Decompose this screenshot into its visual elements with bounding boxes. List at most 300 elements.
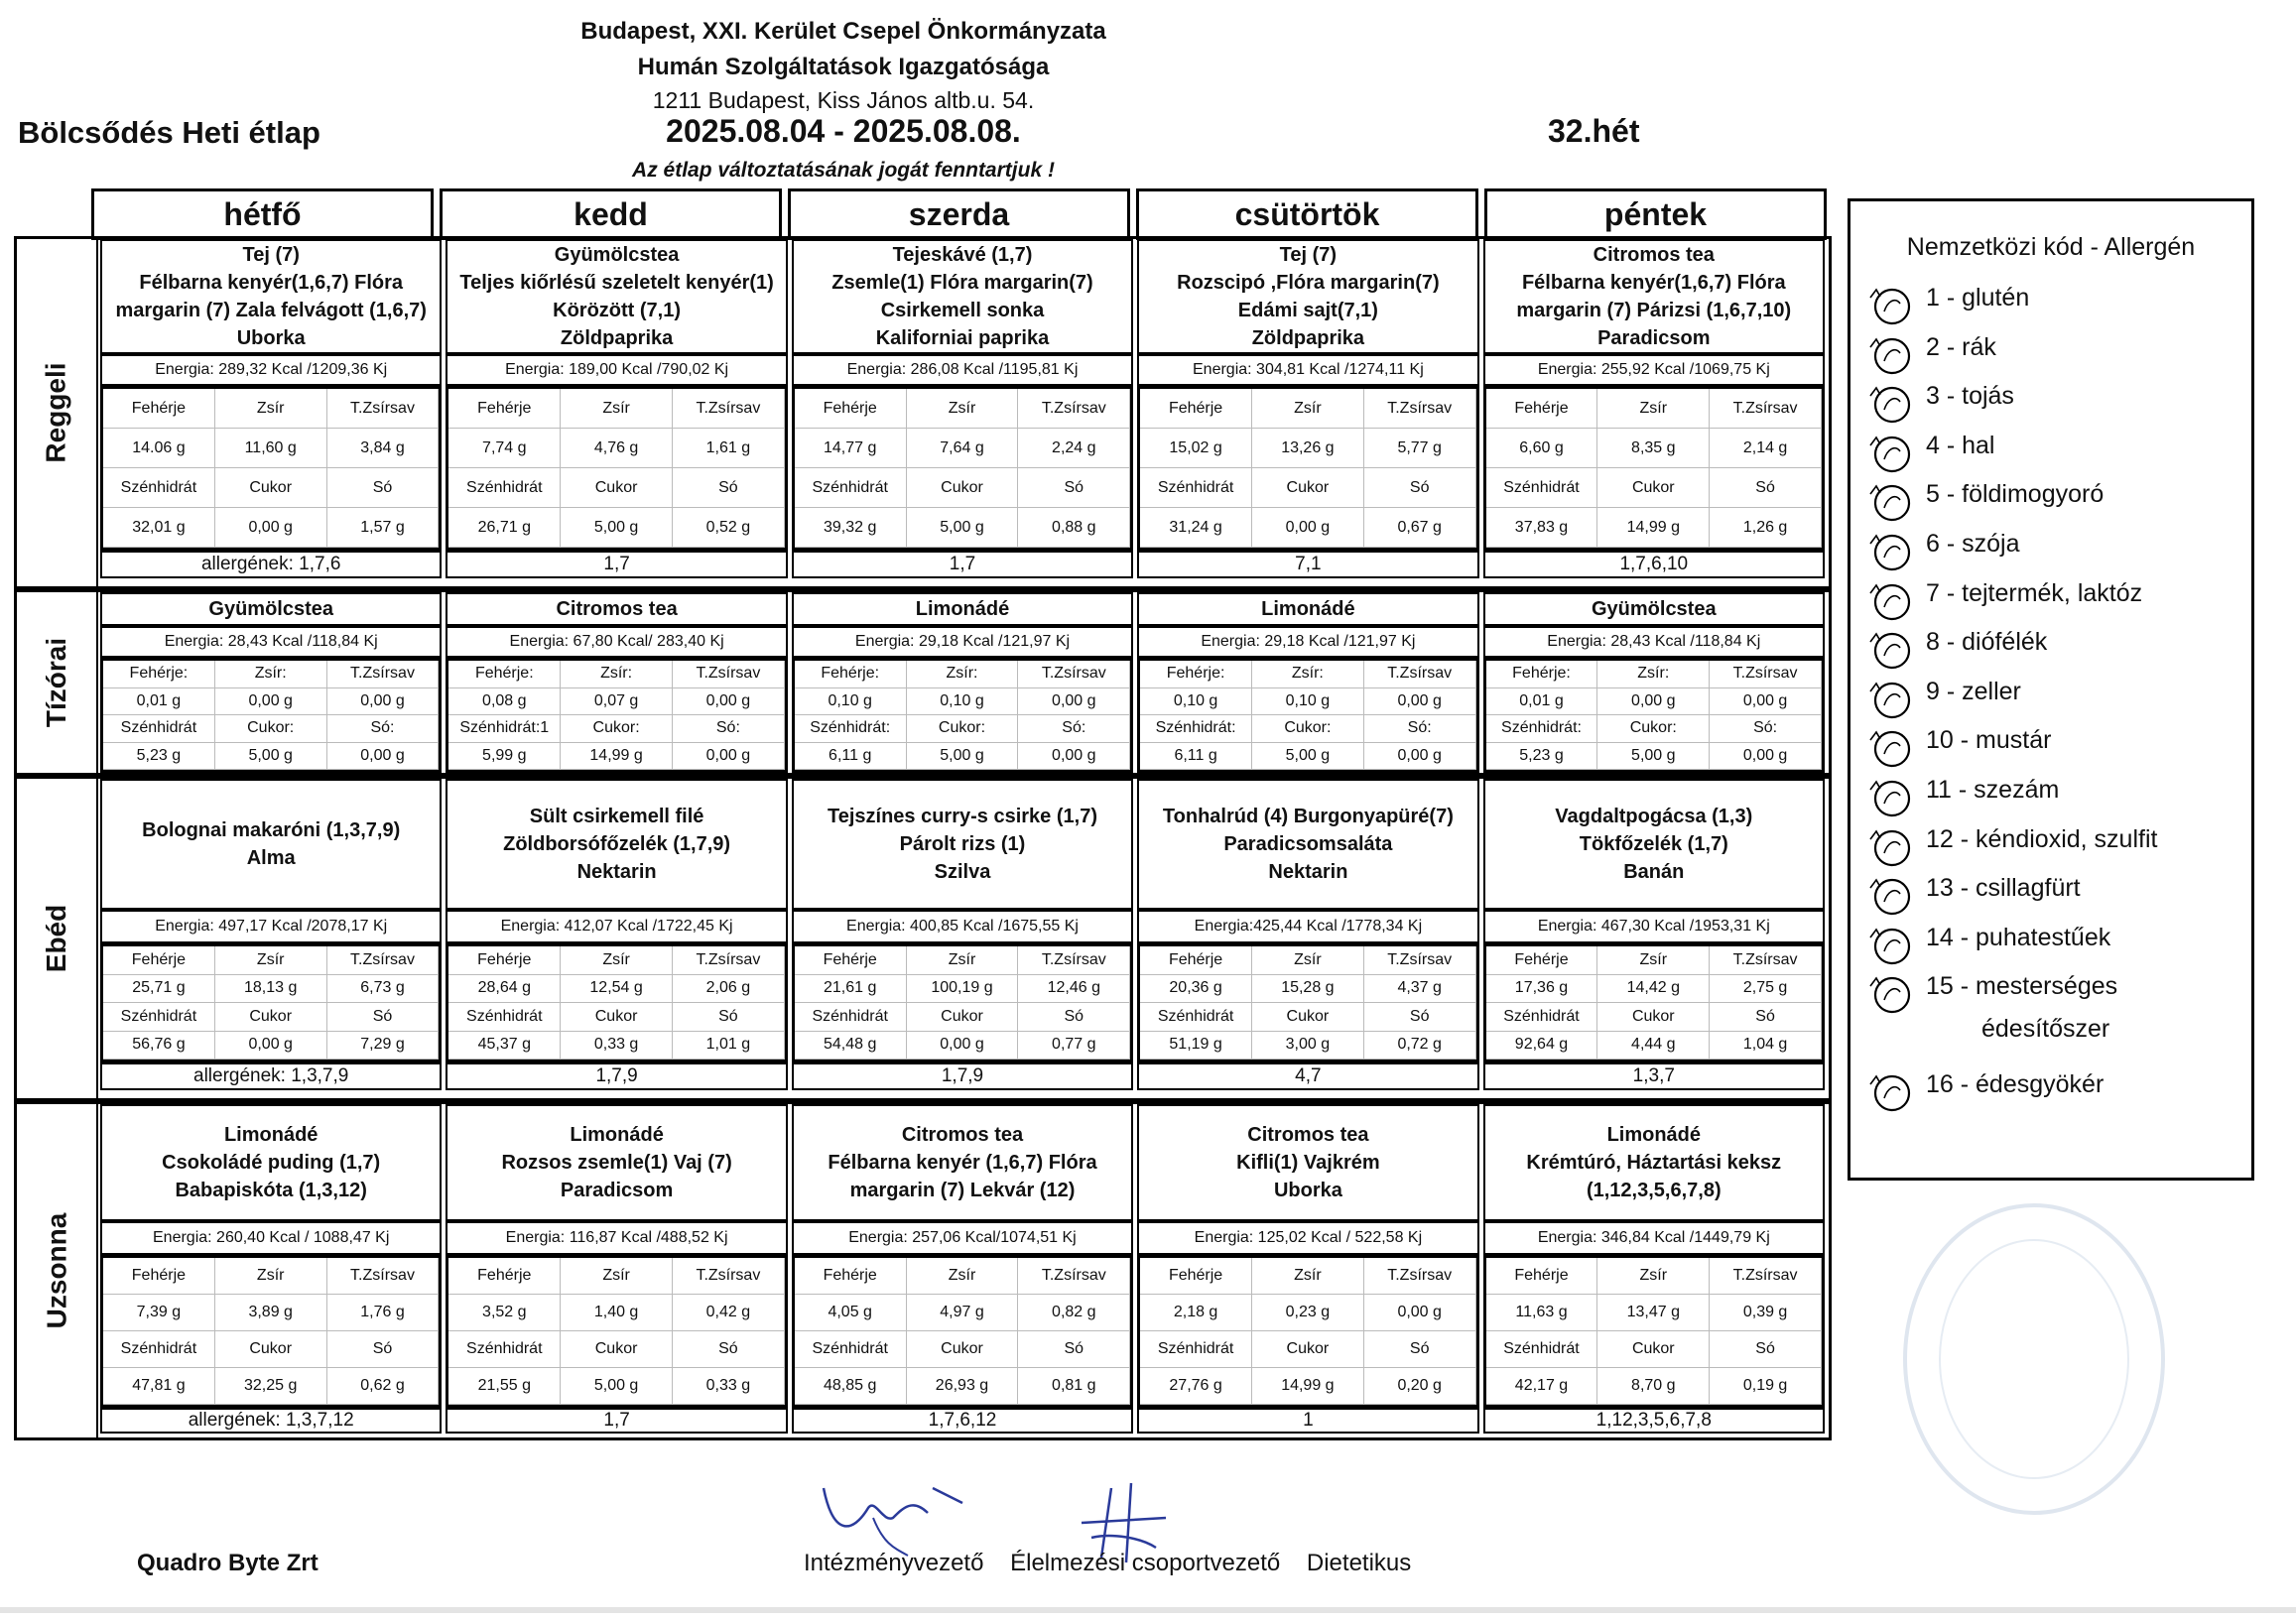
- nutrition-value: 0,00 g: [1364, 688, 1476, 716]
- menu-cell: [1137, 239, 1478, 354]
- menu-line: Csokoládé puding (1,7): [162, 1152, 381, 1174]
- energy-cell: Energia: 29,18 Kcal /121,97 Kj: [792, 626, 1133, 658]
- nutrition-value: 0,33 g: [673, 1368, 785, 1405]
- nutrition-label: Só: [1018, 1331, 1130, 1368]
- nutrition-value: 0,52 g: [673, 508, 785, 548]
- nutrition-label: Só:: [1364, 715, 1476, 743]
- nutrition-value: 1,04 g: [1710, 1032, 1822, 1061]
- legend-label: [1926, 776, 2059, 805]
- nutrition-value: 4,37 g: [1364, 975, 1476, 1004]
- nutrition-value: 0,10 g: [1140, 688, 1252, 716]
- nutrition-value: 0,20 g: [1364, 1368, 1476, 1405]
- nutrition-label: T.Zsírsav: [327, 1258, 440, 1295]
- section-label: Tízórai: [17, 592, 98, 773]
- legend-item: [1850, 924, 2251, 973]
- footer-company: Quadro Byte Zrt: [137, 1550, 319, 1576]
- nutrition-value: 47,81 g: [103, 1368, 215, 1405]
- nutrition-value: 6,60 g: [1486, 429, 1598, 468]
- section-uzsonna: [14, 1101, 1832, 1440]
- legend-label: [1926, 382, 2014, 411]
- legend-item: [1850, 726, 2251, 776]
- legend-item: [1850, 432, 2251, 481]
- legend-label: [1926, 678, 2021, 706]
- legend-item: [1850, 579, 2251, 629]
- nutrition-label: Zsír:: [1597, 661, 1710, 688]
- nutrition-value: 0,42 g: [673, 1295, 785, 1331]
- nutrition-value: 3,89 g: [215, 1295, 327, 1331]
- nutrition-label: Zsír:: [907, 661, 1019, 688]
- nutrition-label: Fehérje:: [448, 661, 561, 688]
- legend-item: [1850, 628, 2251, 678]
- menu-line: Limonádé: [570, 1124, 664, 1146]
- nutrition-value: 0,00 g: [215, 688, 327, 716]
- nutrition-label: Cukor:: [1252, 715, 1364, 743]
- nutrition-grid: [100, 658, 442, 773]
- nutrition-value: 2,24 g: [1018, 429, 1130, 468]
- nutrition-label: Szénhidrát: [448, 1331, 561, 1368]
- legend-label-text: 5 - földimogyoró: [1926, 480, 2105, 509]
- nutrition-value: 31,24 g: [1140, 508, 1252, 548]
- nutrition-label: Cukor: [215, 1331, 327, 1368]
- nutrition-value: 42,17 g: [1486, 1368, 1598, 1405]
- header-line1: Budapest, XXI. Kerület Csepel Önkormányzata: [580, 18, 1106, 45]
- disclaimer-note: Az étlap változtatásának jogát fenntartjuk !: [632, 159, 1055, 182]
- menu-cell: [1483, 1104, 1825, 1221]
- allergen-cell: 1,7,9: [792, 1062, 1133, 1090]
- menu-line: Uborka: [236, 327, 306, 349]
- nutrition-value: 0,00 g: [673, 743, 785, 771]
- menu-line: Kaliforniai paprika: [875, 327, 1050, 349]
- nutrition-label: Só: [327, 468, 440, 508]
- day-header-thursday: csütörtök: [1136, 188, 1478, 240]
- nutrition-value: 0,39 g: [1710, 1295, 1822, 1331]
- day-column: [100, 1104, 442, 1437]
- nutrition-grid: [1137, 1255, 1478, 1408]
- nutrition-value: 7,29 g: [327, 1032, 440, 1061]
- nutrition-label: Szénhidrát: [1486, 1331, 1598, 1368]
- nutrition-label: T.Zsírsav: [1018, 389, 1130, 429]
- nutrition-value: 0,88 g: [1018, 508, 1130, 548]
- nutrition-value: 14,42 g: [1597, 975, 1710, 1004]
- nutrition-label: Fehérje: [448, 946, 561, 975]
- nutrition-value: 7,74 g: [448, 429, 561, 468]
- nutrition-value: 0,00 g: [1364, 743, 1476, 771]
- nutrition-value: 5,00 g: [1597, 743, 1710, 771]
- legend-label-text: 8 - diófélék: [1926, 628, 2048, 657]
- day-column: [100, 239, 442, 586]
- nutrition-value: 20,36 g: [1140, 975, 1252, 1004]
- legend-item: [1850, 333, 2251, 383]
- legend-label: [1926, 874, 2081, 903]
- nutrition-label: Szénhidrát:1: [448, 715, 561, 743]
- day-header-monday: hétfő: [91, 188, 434, 240]
- nutrition-value: 4,05 g: [795, 1295, 907, 1331]
- nutrition-grid: [792, 658, 1133, 773]
- nutrition-label: Zsír: [1597, 389, 1710, 429]
- nutrition-label: Fehérje:: [1140, 661, 1252, 688]
- nutrition-value: 5,00 g: [907, 743, 1019, 771]
- legend-label: [1926, 726, 2051, 755]
- allergen-cell: 1,7: [446, 1408, 787, 1434]
- nutrition-value: 5,00 g: [215, 743, 327, 771]
- nutrition-label: Szénhidrát: [103, 1003, 215, 1032]
- section-reggeli: [14, 236, 1832, 589]
- menu-cell: [100, 239, 442, 354]
- nutrition-value: 0,01 g: [103, 688, 215, 716]
- energy-cell: Energia: 67,80 Kcal/ 283,40 Kj: [446, 626, 787, 658]
- nutrition-label: Zsír: [215, 946, 327, 975]
- nutrition-label: Szénhidrát:: [795, 715, 907, 743]
- nutrition-value: 0,81 g: [1018, 1368, 1130, 1405]
- menu-line: Edámi sajt(7,1): [1237, 300, 1378, 321]
- nutrition-label: Fehérje: [1140, 389, 1252, 429]
- nutrition-value: 0,72 g: [1364, 1032, 1476, 1061]
- day-header-wednesday: szerda: [788, 188, 1130, 240]
- nutrition-label: Só: [327, 1003, 440, 1032]
- day-column: [1483, 779, 1825, 1098]
- nutrition-grid: [1137, 386, 1478, 551]
- menu-line: Paradicsomsaláta: [1223, 833, 1393, 855]
- nutrition-value: 26,71 g: [448, 508, 561, 548]
- nutrition-label: Fehérje: [1486, 389, 1598, 429]
- nutrition-value: 26,93 g: [907, 1368, 1019, 1405]
- legend-item: [1850, 678, 2251, 727]
- nutrition-label: Fehérje: [1486, 946, 1598, 975]
- legend-label: [1926, 284, 2029, 312]
- nutrition-value: 37,83 g: [1486, 508, 1598, 548]
- energy-cell: Energia: 125,02 Kcal / 522,58 Kj: [1137, 1221, 1478, 1255]
- allergen-cell: 1,7: [792, 551, 1133, 578]
- menu-cell: [446, 239, 787, 354]
- crab-icon: [1866, 333, 1914, 377]
- menu-line: Paradicsom: [560, 1180, 674, 1201]
- nutrition-value: 0,00 g: [1252, 508, 1364, 548]
- allergen-cell: 1,7: [446, 551, 787, 578]
- nutrition-label: Zsír: [215, 389, 327, 429]
- legend-label: [1926, 1070, 2104, 1099]
- nutrition-value: 0,00 g: [327, 743, 440, 771]
- allergen-cell: 1,7,6,10: [1483, 551, 1825, 578]
- nutrition-label: Só: [327, 1331, 440, 1368]
- menu-line: Rozscipó ,Flóra margarin(7): [1177, 272, 1440, 294]
- nutrition-value: 0,00 g: [1597, 688, 1710, 716]
- legend-label-text: 15 - mesterséges: [1926, 972, 2118, 1001]
- allergen-cell: 1: [1137, 1408, 1478, 1434]
- nutrition-label: Só: [673, 468, 785, 508]
- nutrition-label: T.Zsírsav: [1364, 389, 1476, 429]
- legend-label: [1926, 530, 2019, 559]
- allergen-cell: 1,7,6,12: [792, 1408, 1133, 1434]
- menu-line: Tökfőzelék (1,7): [1579, 833, 1728, 855]
- nutrition-value: 4,97 g: [907, 1295, 1019, 1331]
- allergen-cell: 4,7: [1137, 1062, 1478, 1090]
- menu-line: Citromos tea: [1247, 1124, 1369, 1146]
- menu-line: Gyümölcstea: [554, 244, 680, 266]
- legend-item: [1850, 825, 2251, 875]
- nutrition-label: Cukor: [1252, 1331, 1364, 1368]
- nutrition-value: 48,85 g: [795, 1368, 907, 1405]
- nutrition-value: 56,76 g: [103, 1032, 215, 1061]
- legend-label: [1926, 333, 1996, 362]
- nutrition-value: 8,70 g: [1597, 1368, 1710, 1405]
- nutrition-value: 0,23 g: [1252, 1295, 1364, 1331]
- nutrition-value: 21,61 g: [795, 975, 907, 1004]
- menu-line: Tejeskávé (1,7): [892, 244, 1033, 266]
- menu-line: Citromos tea: [1593, 244, 1715, 266]
- nutrition-label: T.Zsírsav: [327, 661, 440, 688]
- nut-icon: [1866, 628, 1914, 672]
- nutrition-value: 1,40 g: [561, 1295, 673, 1331]
- nutrition-label: Só: [1710, 468, 1822, 508]
- nutrition-label: Fehérje: [795, 1258, 907, 1295]
- legend-item: [1850, 284, 2251, 333]
- menu-line: Bolognai makaróni (1,3,7,9): [142, 819, 401, 841]
- milk-icon: [1866, 579, 1914, 623]
- menu-cell: [1483, 239, 1825, 354]
- energy-cell: Energia: 467,30 Kcal /1953,31 Kj: [1483, 910, 1825, 943]
- section-tizorai: [14, 589, 1832, 776]
- nutrition-label: Zsír: [561, 946, 673, 975]
- nutrition-value: 4,44 g: [1597, 1032, 1710, 1061]
- nutrition-value: 1,26 g: [1710, 508, 1822, 548]
- nutrition-label: Szénhidrát: [1486, 1003, 1598, 1032]
- nutrition-value: 6,11 g: [795, 743, 907, 771]
- date-range: 2025.08.04 - 2025.08.08.: [666, 113, 1021, 149]
- nutrition-value: 0,10 g: [1252, 688, 1364, 716]
- nutrition-value: 0,00 g: [1018, 743, 1130, 771]
- nutrition-label: Zsír:: [561, 661, 673, 688]
- nutrition-grid: [1483, 658, 1825, 773]
- nutrition-label: Zsír: [907, 389, 1019, 429]
- nutrition-label: T.Zsírsav: [1018, 661, 1130, 688]
- nutrition-value: 2,18 g: [1140, 1295, 1252, 1331]
- nutrition-label: Cukor:: [1597, 715, 1710, 743]
- section-columns: [100, 592, 1825, 773]
- legend-label: [1926, 579, 2142, 608]
- snack-name: Gyümölcstea: [1483, 592, 1825, 626]
- nutrition-value: 2,06 g: [673, 975, 785, 1004]
- lupin-icon: [1866, 874, 1914, 918]
- nutrition-value: 0,10 g: [795, 688, 907, 716]
- nutrition-label: Zsír: [1252, 1258, 1364, 1295]
- menu-line: Paradicsom: [1597, 327, 1711, 349]
- nutrition-label: Szénhidrát: [103, 1331, 215, 1368]
- nutrition-label: Cukor: [1597, 1003, 1710, 1032]
- nutrition-label: T.Zsírsav: [673, 389, 785, 429]
- nutrition-value: 13,47 g: [1597, 1295, 1710, 1331]
- nutrition-value: 14,99 g: [1252, 1368, 1364, 1405]
- nutrition-label: Só: [1364, 1003, 1476, 1032]
- nutrition-value: 7,64 g: [907, 429, 1019, 468]
- nutrition-label: Cukor: [1252, 1003, 1364, 1032]
- nutrition-label: Szénhidrát: [795, 1003, 907, 1032]
- nutrition-value: 27,76 g: [1140, 1368, 1252, 1405]
- sesame-icon: [1866, 776, 1914, 819]
- menu-line: Félbarna kenyér(1,6,7) Flóra: [139, 272, 404, 294]
- nutrition-label: Zsír: [1252, 946, 1364, 975]
- nutrition-label: Cukor:: [907, 715, 1019, 743]
- nutrition-value: 0,82 g: [1018, 1295, 1130, 1331]
- nutrition-label: T.Zsírsav: [1710, 661, 1822, 688]
- nutrition-label: Zsír: [561, 389, 673, 429]
- nutrition-label: Só: [673, 1331, 785, 1368]
- allergen-cell: allergének: 1,3,7,9: [100, 1062, 442, 1090]
- nutrition-label: Só: [1364, 468, 1476, 508]
- nutrition-label: Só: [673, 1003, 785, 1032]
- energy-cell: Energia: 28,43 Kcal /118,84 Kj: [1483, 626, 1825, 658]
- nutrition-grid: [446, 1255, 787, 1408]
- legend-label-text: 3 - tojás: [1926, 382, 2014, 411]
- peanut-icon: [1866, 480, 1914, 524]
- menu-line: Félbarna kenyér (1,6,7) Flóra: [828, 1152, 1097, 1174]
- menu-line: Zöldborsófőzelék (1,7,9): [503, 833, 731, 855]
- wheat-icon: [1866, 284, 1914, 327]
- day-column: [1137, 592, 1478, 773]
- nutrition-label: T.Zsírsav: [1710, 946, 1822, 975]
- menu-line: Zöldpaprika: [1251, 327, 1365, 349]
- nutrition-grid: [1483, 386, 1825, 551]
- menu-line: Limonádé: [223, 1124, 319, 1146]
- day-column: [792, 239, 1133, 586]
- nutrition-value: 6,73 g: [327, 975, 440, 1004]
- nutrition-label: Cukor: [561, 1331, 673, 1368]
- nutrition-grid: [446, 658, 787, 773]
- nutrition-value: 0,33 g: [561, 1032, 673, 1061]
- day-header-tuesday: kedd: [440, 188, 782, 240]
- nutrition-value: 3,00 g: [1252, 1032, 1364, 1061]
- menu-cell: [100, 1104, 442, 1221]
- nutrition-value: 11,63 g: [1486, 1295, 1598, 1331]
- energy-cell: Energia: 346,84 Kcal /1449,79 Kj: [1483, 1221, 1825, 1255]
- nutrition-label: Só:: [673, 715, 785, 743]
- menu-line: Uborka: [1273, 1180, 1342, 1201]
- legend-label: [1926, 972, 2117, 1044]
- nutrition-label: Cukor: [1252, 468, 1364, 508]
- nutrition-grid: [792, 386, 1133, 551]
- nutrition-value: 0,00 g: [1018, 688, 1130, 716]
- nutrition-label: Cukor: [561, 1003, 673, 1032]
- legend-label: [1926, 924, 2110, 952]
- legend-item: [1850, 480, 2251, 530]
- menu-cell: [1137, 779, 1478, 910]
- legend-label-text: 4 - hal: [1926, 431, 1995, 459]
- day-column: [1483, 592, 1825, 773]
- nutrition-value: 54,48 g: [795, 1032, 907, 1061]
- nutrition-label: Zsír: [907, 1258, 1019, 1295]
- nutrition-label: T.Zsírsav: [673, 946, 785, 975]
- nutrition-value: 14,99 g: [1597, 508, 1710, 548]
- day-column: [446, 592, 787, 773]
- menu-line: Zsemle(1) Flóra margarin(7): [831, 272, 1093, 294]
- nutrition-value: 32,01 g: [103, 508, 215, 548]
- soy-icon: [1866, 530, 1914, 573]
- nutrition-label: Cukor:: [561, 715, 673, 743]
- menu-line: Tej (7): [1279, 244, 1338, 266]
- menu-cell: [792, 779, 1133, 910]
- nutrition-value: 5,77 g: [1364, 429, 1476, 468]
- menu-cell: [446, 1104, 787, 1221]
- nutrition-value: 92,64 g: [1486, 1032, 1598, 1061]
- legend-label-text: 9 - zeller: [1926, 677, 2021, 705]
- nutrition-grid: [792, 943, 1133, 1062]
- nutrition-value: 28,64 g: [448, 975, 561, 1004]
- legend-label-text: 12 - kéndioxid, szulfit: [1926, 824, 2158, 853]
- nutrition-label: Cukor: [215, 468, 327, 508]
- nutrition-value: 5,00 g: [907, 508, 1019, 548]
- nutrition-label: Zsír: [1252, 389, 1364, 429]
- snack-name: Limonádé: [792, 592, 1133, 626]
- legend-item: [1850, 776, 2251, 825]
- nutrition-value: 5,99 g: [448, 743, 561, 771]
- nutrition-label: Fehérje:: [795, 661, 907, 688]
- nutrition-label: Fehérje: [448, 389, 561, 429]
- nutrition-value: 1,57 g: [327, 508, 440, 548]
- nutrition-label: Cukor:: [215, 715, 327, 743]
- week-number: 32.hét: [1548, 113, 1640, 149]
- nutrition-label: Fehérje: [448, 1258, 561, 1295]
- nutrition-value: 0,00 g: [215, 508, 327, 548]
- nutrition-label: Szénhidrát: [1140, 1331, 1252, 1368]
- snack-name: Limonádé: [1137, 592, 1478, 626]
- menu-line: Vagdaltpogácsa (1,3): [1555, 806, 1753, 827]
- signature-1: [814, 1478, 1002, 1558]
- nutrition-label: Fehérje:: [1486, 661, 1598, 688]
- nutrition-value: 14,77 g: [795, 429, 907, 468]
- nutrition-label: Só: [1364, 1331, 1476, 1368]
- menu-line: Citromos tea: [901, 1124, 1024, 1146]
- menu-line: Tejszínes curry-s csirke (1,7): [827, 806, 1097, 827]
- section-columns: [100, 779, 1825, 1098]
- nutrition-label: Só: [1710, 1331, 1822, 1368]
- nutrition-label: Fehérje: [795, 389, 907, 429]
- nutrition-value: 21,55 g: [448, 1368, 561, 1405]
- nutrition-value: 0,00 g: [907, 1032, 1019, 1061]
- menu-line: Tonhalrúd (4) Burgonyapüré(7): [1162, 806, 1454, 827]
- day-column: [792, 592, 1133, 773]
- energy-cell: Energia: 260,40 Kcal / 1088,47 Kj: [100, 1221, 442, 1255]
- nutrition-value: 8,35 g: [1597, 429, 1710, 468]
- legend-label-text: 2 - rák: [1926, 332, 1996, 361]
- menu-line: Limonádé: [1606, 1124, 1702, 1146]
- footer-signature-roles: Intézményvezető Élelmezési csoportvezető Dietetikus: [804, 1550, 1412, 1576]
- day-column: [1483, 239, 1825, 586]
- nutrition-label: Cukor: [1597, 468, 1710, 508]
- nutrition-value: 13,26 g: [1252, 429, 1364, 468]
- nutrition-value: 1,61 g: [673, 429, 785, 468]
- nutrition-label: Só: [1710, 1003, 1822, 1032]
- nutrition-label: Szénhidrát: [1140, 1003, 1252, 1032]
- nutrition-value: 14,99 g: [561, 743, 673, 771]
- menu-line: Nektarin: [1268, 861, 1348, 883]
- nutrition-value: 12,54 g: [561, 975, 673, 1004]
- nutrition-value: 5,23 g: [103, 743, 215, 771]
- nutrition-label: T.Zsírsav: [327, 389, 440, 429]
- section-label: Reggeli: [17, 239, 98, 586]
- nutrition-value: 17,36 g: [1486, 975, 1598, 1004]
- legend-label: [1926, 628, 2047, 657]
- menu-line: margarin (7) Párizsi (1,6,7,10): [1516, 300, 1792, 321]
- menu-line: (1,12,3,5,6,7,8): [1586, 1180, 1722, 1201]
- mustard-icon: [1866, 726, 1914, 770]
- day-column: [1137, 239, 1478, 586]
- energy-cell: Energia: 412,07 Kcal /1722,45 Kj: [446, 910, 787, 943]
- energy-cell: Energia: 304,81 Kcal /1274,11 Kj: [1137, 354, 1478, 386]
- menu-line: Zöldpaprika: [560, 327, 674, 349]
- section-columns: [100, 1104, 1825, 1437]
- legend-label-text: 10 - mustár: [1926, 726, 2052, 755]
- nutrition-value: 25,71 g: [103, 975, 215, 1004]
- nutrition-label: Só:: [1710, 715, 1822, 743]
